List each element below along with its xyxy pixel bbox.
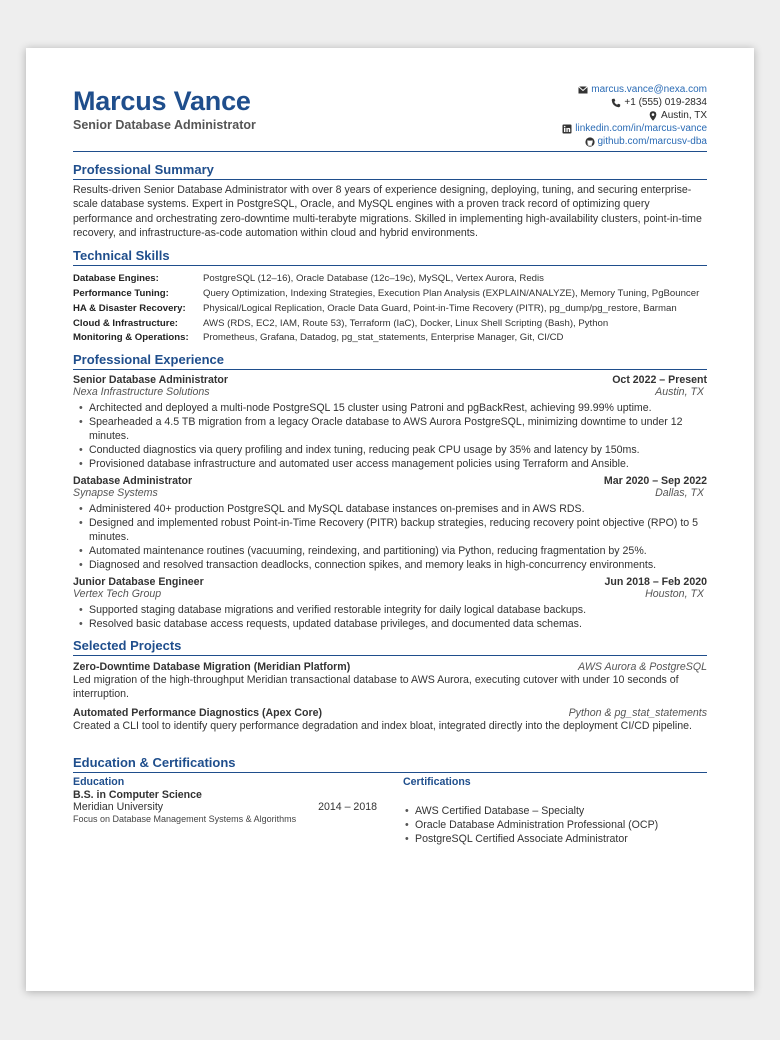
education-heading: Education bbox=[73, 776, 125, 789]
resume-header bbox=[73, 82, 707, 152]
certification-item: • PostgreSQL Certified Associate Administrator bbox=[415, 832, 707, 846]
job-bullet: • Administered 40+ production PostgreSQL and MySQL database instances on-premises and in AWS RDS. bbox=[89, 502, 707, 516]
summary-title: Professional Summary bbox=[73, 162, 707, 180]
job-bullet: • Spearheaded a 4.5 TB migration from a legacy Oracle database to AWS Aurora PostgreSQL, minimizing downtime to under 12 minutes. bbox=[89, 415, 707, 443]
certifications-heading: Certifications bbox=[403, 776, 471, 789]
certification-item: • Oracle Database Administration Professional (OCP) bbox=[415, 818, 707, 832]
job-entry bbox=[73, 475, 707, 572]
project-header bbox=[73, 707, 707, 719]
job-bullet: • Automated maintenance routines (vacuuming, reindexing, and partitioning) via Python, reducing fragmentation by 25%. bbox=[89, 544, 707, 558]
education-title: Education & Certifications bbox=[73, 755, 707, 773]
email-link[interactable]: marcus.vance@nexa.com bbox=[591, 84, 707, 95]
job-bullet: • Supported staging database migrations and verified restorable integrity for daily logical database backups. bbox=[89, 603, 707, 617]
job-bullet: • Architected and deployed a multi-node PostgreSQL 15 cluster using Patroni and pgBackRest, achieving 99.99% uptime. bbox=[89, 401, 707, 415]
education-column bbox=[73, 776, 403, 846]
summary-text: Results-driven Senior Database Administrator with over 8 years of experience designing, deploying, tuning, and securing enterprise-scale database systems. Expert in PostgreSQL, Oracle, and MySQL engines with a proven track record of optimizing query performance and orchestrating zero-downtime multi-terabyte migrations. Skilled in implementing high-availability clusters, point-in-time recovery, and infrastructure-as-code automation within cloud and hybrid environments. bbox=[73, 184, 702, 239]
location-text: Austin, TX bbox=[661, 110, 707, 121]
job-bullets bbox=[73, 603, 707, 631]
education-years: 2014 – 2018 bbox=[318, 801, 377, 814]
project-description: Led migration of the high-throughput Meridian transactional database to AWS Aurora, executing cutover with under 10 seconds of interruption. bbox=[73, 674, 679, 701]
skills-title: Technical Skills bbox=[73, 248, 707, 266]
map-pin-icon bbox=[648, 111, 658, 121]
resume-content bbox=[73, 82, 707, 846]
job-bullet: • Resolved basic database access requests, updated database privileges, and documented data schemas. bbox=[89, 617, 707, 631]
job-bullets bbox=[73, 401, 707, 471]
skill-values: PostgreSQL (12–16), Oracle Database (12c–19c), MySQL, Vertex Aurora, Redis bbox=[203, 273, 544, 285]
skill-values: AWS (RDS, EC2, IAM, Route 53), Terraform (IaC), Docker, Linux Shell Scripting (Bash), Python bbox=[203, 317, 609, 329]
job-title: Database Administrator bbox=[73, 475, 193, 488]
job-location: Houston, TX bbox=[645, 588, 704, 601]
skill-values: Query Optimization, Indexing Strategies, Execution Plan Analysis (EXPLAIN/ANALYZE), Memory Tuning, PgBouncer bbox=[203, 287, 700, 299]
certifications-column bbox=[403, 776, 707, 846]
contact-github-row[interactable] bbox=[562, 135, 707, 148]
education-focus: Focus on Database Management Systems & Algorithms bbox=[73, 814, 297, 825]
skill-row bbox=[73, 317, 707, 332]
job-bullet: • Diagnosed and resolved transaction deadlocks, connection spikes, and memory leaks in high-concurrency environments. bbox=[89, 558, 707, 572]
project-tech: Python & pg_stat_statements bbox=[568, 706, 707, 719]
contact-location-row bbox=[562, 109, 707, 122]
contact-phone-row bbox=[562, 96, 707, 109]
project-tech: AWS Aurora & PostgreSQL bbox=[578, 661, 707, 674]
candidate-role: Senior Database Administrator bbox=[73, 118, 256, 132]
linkedin-icon bbox=[562, 124, 572, 134]
job-company: Nexa Infrastructure Solutions bbox=[73, 386, 210, 399]
job-bullet: • Conducted diagnostics via query profiling and index tuning, reducing peak CPU usage by 35% and latency by 150ms. bbox=[89, 443, 707, 457]
summary-section bbox=[73, 162, 707, 240]
job-subheader bbox=[73, 487, 707, 499]
university: Meridian University bbox=[73, 801, 164, 814]
degree: B.S. in Computer Science bbox=[73, 789, 202, 802]
skill-category: Monitoring & Operations: bbox=[73, 332, 189, 344]
job-title: Senior Database Administrator bbox=[73, 374, 229, 387]
job-dates: Oct 2022 – Present bbox=[612, 374, 707, 387]
project-description: Created a CLI tool to identify query performance degradation and index bloat, integrated directly into the deployment CI/CD pipeline. bbox=[73, 719, 692, 732]
education-section bbox=[73, 755, 707, 846]
project-title: Automated Performance Diagnostics (Apex Core) bbox=[73, 706, 323, 719]
education-columns bbox=[73, 776, 707, 846]
university-row bbox=[73, 801, 377, 813]
job-bullet: • Provisioned database infrastructure and automated user access management policies using Terraform and Ansible. bbox=[89, 457, 707, 471]
job-header bbox=[73, 576, 707, 588]
resume-page bbox=[26, 48, 754, 991]
job-header bbox=[73, 374, 707, 386]
project-entry bbox=[73, 661, 707, 702]
contact-linkedin-row[interactable] bbox=[562, 122, 707, 135]
contact-block bbox=[562, 83, 707, 148]
job-company: Synapse Systems bbox=[73, 487, 158, 500]
skill-category: Performance Tuning: bbox=[73, 287, 169, 299]
job-dates: Mar 2020 – Sep 2022 bbox=[603, 475, 707, 488]
experience-section bbox=[73, 352, 707, 631]
skill-row bbox=[73, 331, 707, 346]
skills-section bbox=[73, 248, 707, 346]
projects-title: Selected Projects bbox=[73, 638, 707, 656]
project-header bbox=[73, 661, 707, 673]
job-dates: Jun 2018 – Feb 2020 bbox=[604, 576, 707, 589]
job-header bbox=[73, 475, 707, 487]
job-company: Vertex Tech Group bbox=[73, 588, 162, 601]
linkedin-link[interactable]: linkedin.com/in/marcus-vance bbox=[575, 123, 707, 134]
envelope-icon bbox=[578, 85, 588, 95]
project-title: Zero-Downtime Database Migration (Meridian Platform) bbox=[73, 661, 351, 674]
skill-row bbox=[73, 272, 707, 287]
projects-section bbox=[73, 638, 707, 733]
phone-text: +1 (555) 019-2834 bbox=[624, 97, 707, 108]
github-icon bbox=[585, 137, 595, 147]
skill-values: Prometheus, Grafana, Datadog, pg_stat_statements, Enterprise Manager, Git, CI/CD bbox=[203, 332, 564, 344]
contact-email-row[interactable] bbox=[562, 83, 707, 96]
github-link[interactable]: github.com/marcusv-dba bbox=[597, 136, 707, 147]
job-location: Dallas, TX bbox=[655, 487, 704, 500]
skills-table bbox=[73, 272, 707, 346]
job-entry bbox=[73, 374, 707, 471]
skill-category: HA & Disaster Recovery: bbox=[73, 302, 186, 314]
job-location: Austin, TX bbox=[655, 386, 704, 399]
job-subheader bbox=[73, 386, 707, 398]
certifications-list bbox=[403, 804, 707, 846]
candidate-name: Marcus Vance bbox=[73, 86, 251, 116]
experience-title: Professional Experience bbox=[73, 352, 707, 370]
job-entry bbox=[73, 576, 707, 631]
skill-values: Physical/Logical Replication, Oracle Data Guard, Point-in-Time Recovery (PITR), pg_dump/pg_restore, Barman bbox=[203, 302, 677, 314]
project-entry bbox=[73, 707, 707, 733]
skill-category: Database Engines: bbox=[73, 273, 159, 285]
skill-row bbox=[73, 287, 707, 302]
job-subheader bbox=[73, 588, 707, 600]
job-bullets bbox=[73, 502, 707, 572]
skill-category: Cloud & Infrastructure: bbox=[73, 317, 179, 329]
skill-row bbox=[73, 302, 707, 317]
phone-icon bbox=[611, 98, 621, 108]
job-bullet: • Designed and implemented robust Point-in-Time Recovery (PITR) backup strategies, reducing recovery point objective (RPO) to 5 minutes. bbox=[89, 516, 707, 544]
job-title: Junior Database Engineer bbox=[73, 576, 204, 589]
certification-item: • AWS Certified Database – Specialty bbox=[415, 804, 707, 818]
